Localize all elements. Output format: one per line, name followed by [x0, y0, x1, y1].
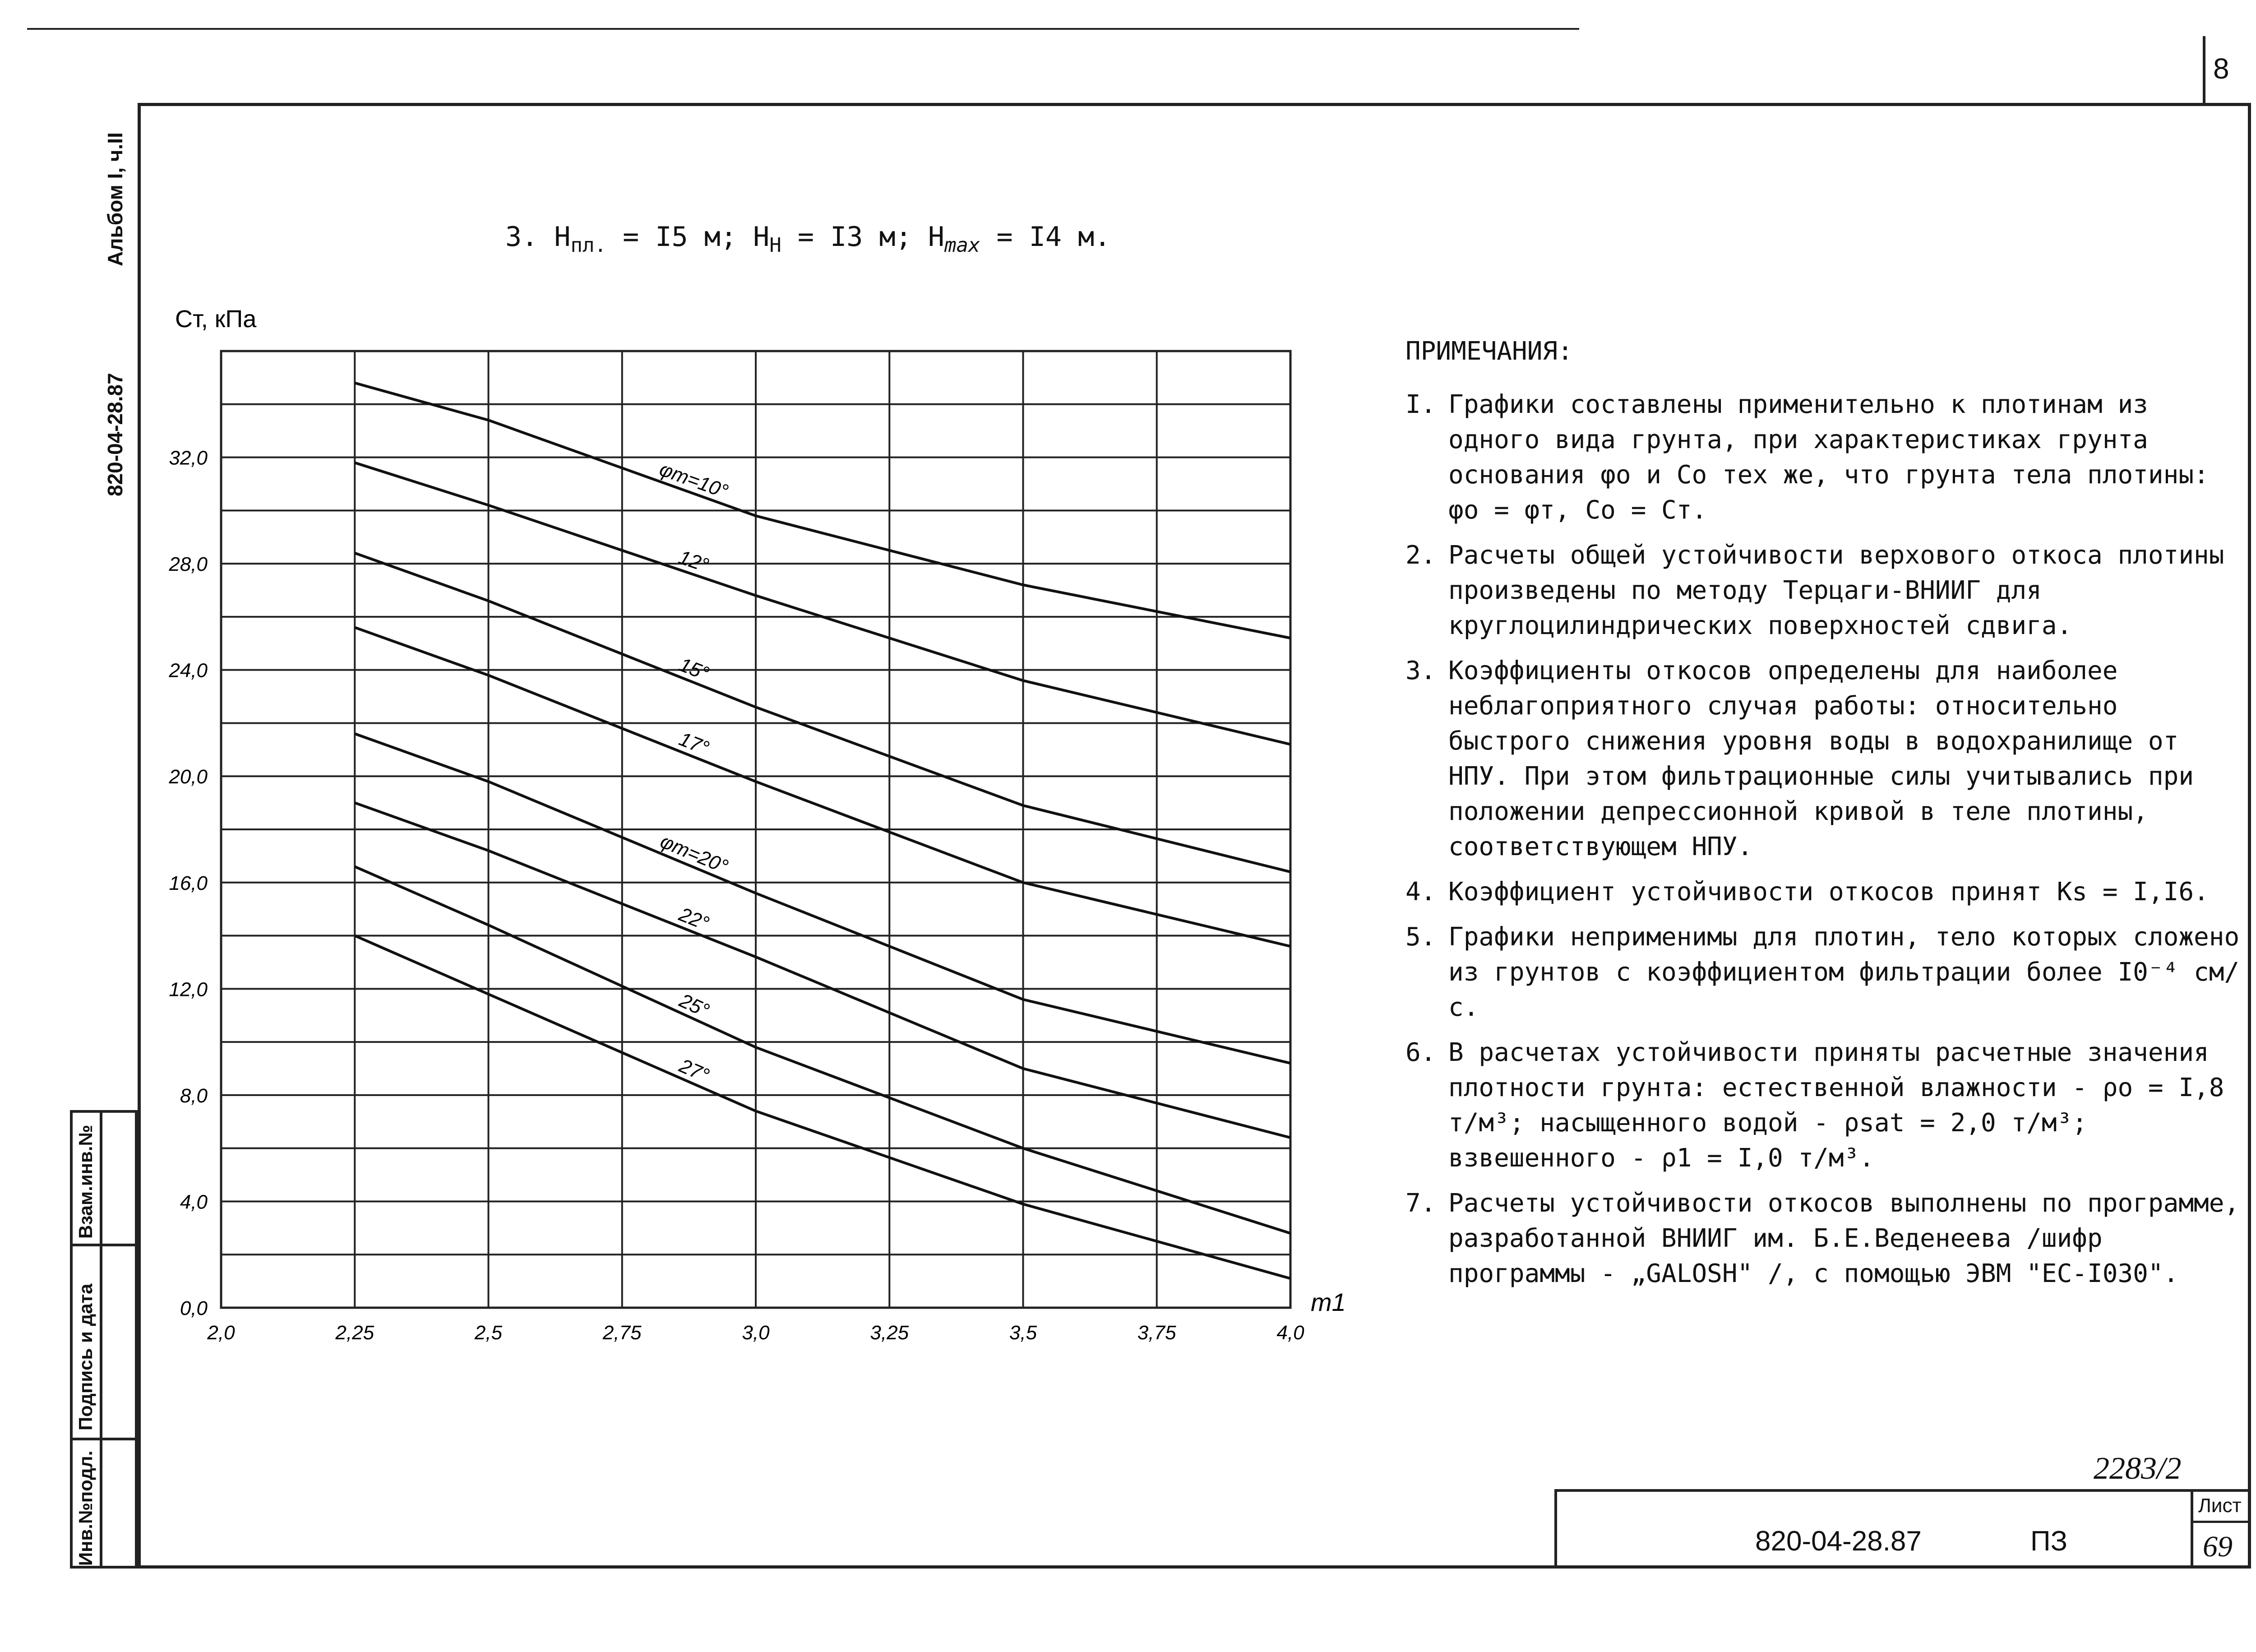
series-label: 12°: [676, 546, 712, 577]
stamp-label-signature: Подпись и дата: [75, 1283, 96, 1430]
title-block-sheet-divider: [2191, 1521, 2251, 1523]
y-tick-label: 0,0: [180, 1297, 208, 1319]
title-block-page-number: 69: [2203, 1530, 2233, 1563]
series-line: [355, 734, 1290, 1063]
note-item: [1405, 653, 2245, 865]
x-tick-label: 2,0: [207, 1322, 235, 1344]
y-tick-label: 24,0: [169, 659, 208, 682]
x-axis-title: m1: [1311, 1288, 1346, 1316]
x-tick-label: 3,5: [1009, 1322, 1037, 1344]
y-tick-label: 16,0: [169, 872, 208, 894]
series-label: 17°: [676, 727, 712, 760]
series-label: 15°: [676, 653, 712, 685]
y-tick-label: 12,0: [169, 978, 208, 1001]
note-number: 6.: [1405, 1038, 1436, 1067]
chart-heading: 3. $H_{пл.} = I5$ м; $H_H = I3$ м; $H_{max} = I4$ м.: [505, 221, 1111, 257]
series-line: [355, 803, 1290, 1138]
note-text: Коэффициенты откосов определены для наиболее неблагоприятного случая работы: относительно быстрого снижения уровня воды в водохранилище от НПУ. При этом фильтрационные силы учитывались при положении депрессионной кривой в теле плотины, соответствующем НПУ.: [1448, 656, 2194, 861]
y-tick-label: 32,0: [169, 447, 208, 469]
stamp-label-inventory: Инв.№подл.: [75, 1450, 96, 1566]
note-item: [1405, 538, 2245, 643]
x-tick-label: 3,75: [1137, 1322, 1176, 1344]
note-text: Расчеты общей устойчивости верхового откоса плотины произведены по методу Терцаги-ВНИИГ для круглоцилиндрических поверхностей сдвига.: [1448, 541, 2224, 640]
note-number: I.: [1405, 390, 1436, 419]
x-tick-label: 3,0: [742, 1322, 770, 1344]
notes-panel: [1405, 334, 2245, 1301]
note-number: 5.: [1405, 922, 1436, 952]
title-block-doc-code: 820-04-28.87: [1755, 1526, 1922, 1557]
note-item: [1405, 387, 2245, 528]
album-label: Альбом I, ч.II: [103, 132, 127, 266]
x-tick-label: 2,5: [474, 1322, 503, 1344]
note-item: [1405, 1186, 2245, 1291]
note-number: 2.: [1405, 541, 1436, 570]
note-text: Коэффициент устойчивости откосов принят Ks = I,I6.: [1448, 877, 2209, 907]
x-tick-label: 4,0: [1276, 1322, 1304, 1344]
y-tick-label: 28,0: [169, 553, 208, 576]
note-item: [1405, 920, 2245, 1025]
series-label: 25°: [676, 989, 713, 1022]
note-text: Графики составлены применительно к плотинам из одного вида грунта, при характеристиках грунта основания φo и Co тех же, что грунта тела плотины: φo = φт, Co = Cт.: [1448, 390, 2209, 525]
note-text: Расчеты устойчивости откосов выполнены по программе, разработанной ВНИИГ им. Б.Е.Веденеева /шифр программы - „GALOSH" /, с помощью ЭВМ "ЕС-I030".: [1448, 1189, 2240, 1288]
series-label: φт=10°: [656, 458, 731, 503]
x-tick-label: 2,25: [335, 1322, 374, 1344]
title-block-sheet-label: Лист: [2198, 1495, 2242, 1517]
doc-code-vertical: 820-04-28.87: [103, 373, 127, 496]
x-tick-label: 3,25: [870, 1322, 909, 1344]
y-tick-label: 4,0: [180, 1191, 208, 1213]
y-tick-label: 20,0: [169, 766, 208, 788]
note-number: 7.: [1405, 1189, 1436, 1218]
series-label: φт=20°: [657, 830, 731, 878]
series-line: [355, 936, 1290, 1279]
note-number: 4.: [1405, 877, 1436, 907]
series-line: [355, 553, 1290, 872]
note-item: [1405, 1035, 2245, 1176]
x-tick-label: 2,75: [602, 1322, 642, 1344]
series-line: [355, 866, 1290, 1233]
series-label: 22°: [676, 903, 712, 935]
handwritten-number: 2283/2: [2094, 1451, 2182, 1486]
stamp-label-replacement: Взам.инв.№: [75, 1124, 96, 1239]
title-block-section: ПЗ: [2030, 1526, 2068, 1557]
notes-title: ПРИМЕЧАНИЯ:: [1405, 337, 1573, 366]
series-line: [355, 627, 1290, 946]
y-axis-title: Cт, кПа: [175, 305, 257, 333]
note-text: Графики неприменимы для плотин, тело которых сложено из грунтов с коэффициентом фильтрации более I0⁻⁴ см/с.: [1448, 922, 2240, 1022]
note-item: [1405, 875, 2245, 910]
y-tick-label: 8,0: [180, 1084, 208, 1107]
note-number: 3.: [1405, 656, 1436, 685]
series-label: 27°: [676, 1054, 712, 1087]
sheet-number: 8: [2213, 52, 2229, 85]
note-text: В расчетах устойчивости приняты расчетные значения плотности грунта: естественной влажности - ρo = I,8 т/м³; насыщенного водой - ρsat = 2,0 т/м³; взвешенного - ρ1 = I,0 т/м³.: [1448, 1038, 2224, 1173]
